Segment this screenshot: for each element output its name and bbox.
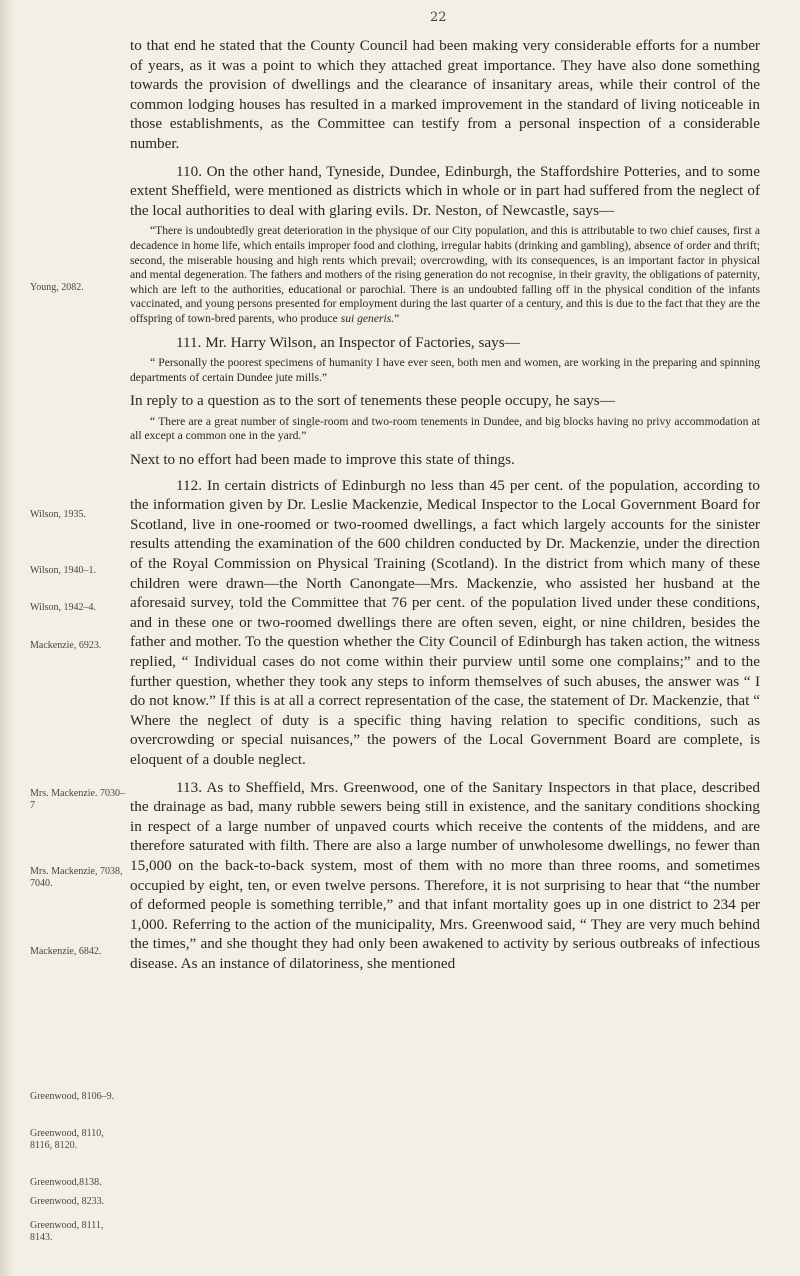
margin-note-mackenzie-6842: Mackenzie, 6842. xyxy=(30,946,102,957)
margin-note-greenwood-8233: Greenwood, 8233. xyxy=(30,1196,105,1207)
margin-note-mrs-mackenzie-7030: Mrs. Mackenzie. 7030–7 xyxy=(30,788,125,811)
paragraph-next: Next to no effort had been made to improve this state of things. xyxy=(130,451,515,469)
margin-note-wilson-1942: Wilson, 1942–4. xyxy=(30,602,96,613)
paragraph-continued: to that end he stated that the County Council had been making very considerable efforts for a number of years, as it was a point to which they attached great importance. They have also done something towards the provision of dwellings and the clearance of insanitary areas, while their control of the common lodging houses has resulted in a marked improvement in the standard of living noticeable in those establishments, as the Committee can testify from a personal inspection of a considerable number. xyxy=(130,37,760,152)
paragraph-113: 113. As to Sheffield, Mrs. Greenwood, one of the Sanitary Inspectors in that place, described the drainage as bad, many rubble sewers being still in existence, and the sanitary conditions shocking in respect of a large number of unpaved courts which receive the contents of the middens, and are therefore saturated with filth. There are also a large number of unwholesome dwellings, no fewer than 15,000 on the back-to-back system, most of them with no more than three rooms, and sometimes occupied by eight, ten, or even twelve persons. Therefore, it is not surprising to hear that “the number of deformed people is something terrible,” and that infant mortality goes up in one district to 234 per 1,000. Referring to the action of the municipality, Mrs. Greenwood said, “ They are very much behind the times,” and she thought they had only been awakened to activity by serious outbreaks of infectious disease. As an instance of dilatoriness, she mentioned xyxy=(130,778,760,972)
margin-note-wilson-1940: Wilson, 1940–1. xyxy=(30,565,96,576)
paragraph-110: 110. On the other hand, Tyneside, Dundee, Edinburgh, the Staffordshire Potteries, and to some extent Sheffield, were mentioned as districts which in whole or in part had suffered from the neglect of the local authorities to deal with glaring evils. Dr. Neston, of Newcastle, says— xyxy=(130,162,760,219)
quote-wilson-1: “ Personally the poorest specimens of humanity I have ever seen, both men and women, are working in the preparing and spinning departments of certain Dundee jute mills.” xyxy=(130,356,760,384)
margin-note-greenwood-8138: Greenwood,8138. xyxy=(30,1177,102,1188)
margin-note-greenwood-8110: Greenwood, 8110, 8116, 8120. xyxy=(30,1128,104,1151)
margin-note-greenwood-8111: Greenwood, 8111, 8143. xyxy=(30,1220,104,1243)
margin-note-mackenzie-6923: Mackenzie, 6923. xyxy=(30,640,102,651)
quote-young xyxy=(130,224,760,326)
paragraph-reply: In reply to a question as to the sort of tenements these people occupy, he says— xyxy=(130,392,615,410)
margin-note-young: Young, 2082. xyxy=(30,282,84,293)
page-binding-edge xyxy=(0,0,14,1276)
quote-wilson-2: “ There are a great number of single-room and two-room tenements in Dundee, and big blocks having no privy accommodation at all except a common one in the yard.” xyxy=(130,414,760,443)
quote-young-close: ” xyxy=(394,311,400,325)
margin-note-greenwood-8106: Greenwood, 8106–9. xyxy=(30,1091,115,1102)
margin-note-mrs-mackenzie-7038: Mrs. Mackenzie, 7038, 7040. xyxy=(30,866,123,889)
page-body xyxy=(130,36,760,974)
page-number: 22 xyxy=(430,10,447,25)
quote-young-italic: sui generis. xyxy=(340,311,395,325)
paragraph-112: 112. In certain districts of Edinburgh no less than 45 per cent. of the population, according to the information given by Dr. Leslie Mackenzie, Medical Inspector to the Local Government Board for Scotland, live in one-roomed or two-roomed dwellings, a fact which largely accounts for the sinister results attending the examination of the 600 children conducted by Dr. Mackenzie, under the direction of the Royal Commission on Physical Training (Scotland). In the district from which many of these children were drawn—the North Canongate—Mrs. Mackenzie, who assisted her husband at the aforesaid survey, told the Committee that 76 per cent. of the population lived under these conditions, and in these one or two-roomed dwellings there are often seven, eight, or nine children, besides the father and mother. To the question whether the City Council of Edinburgh has taken action, the witness replied, “ Individual cases do not come within their purview until some one complains;” and to the further question, whether they took any steps to inform themselves of such abuses, the answer was “ I do not know.” If this is at all a correct representation of the case, the statement of Dr. Mackenzie, that “ Where the neglect of duty is a specific thing having relation to specific conditions, such as overcrowding or special nuisances,” the powers of the Local Government Board are complete, is eloquent of a double neglect. xyxy=(130,476,760,768)
paragraph-111: 111. Mr. Harry Wilson, an Inspector of Factories, says— xyxy=(176,333,520,351)
quote-young-text: “There is undoubtedly great deterioration in the physique of our City population, and this is attributable to two chief causes, first a decadence in home life, which entails improper food and clothing, irregular habits (drinking and gambling), absence of order and thrift; second, the miserable housing and high rents which prevail; overcrowding, with its consequences, is an important factor in physical and mental degeneration. The fathers and mothers of the rising generation do not recognise, in their gravity, the obligations of paternity, which are left to the authorities, educational or parochial. There is an undoubted falling off in the physical condition of the infants vaccinated, and young persons presented for employment during the last quarter of a century, and this is due to the fact that they are the offspring of town-bred parents, who produce xyxy=(130,224,760,325)
margin-note-wilson-1935: Wilson, 1935. xyxy=(30,509,86,520)
